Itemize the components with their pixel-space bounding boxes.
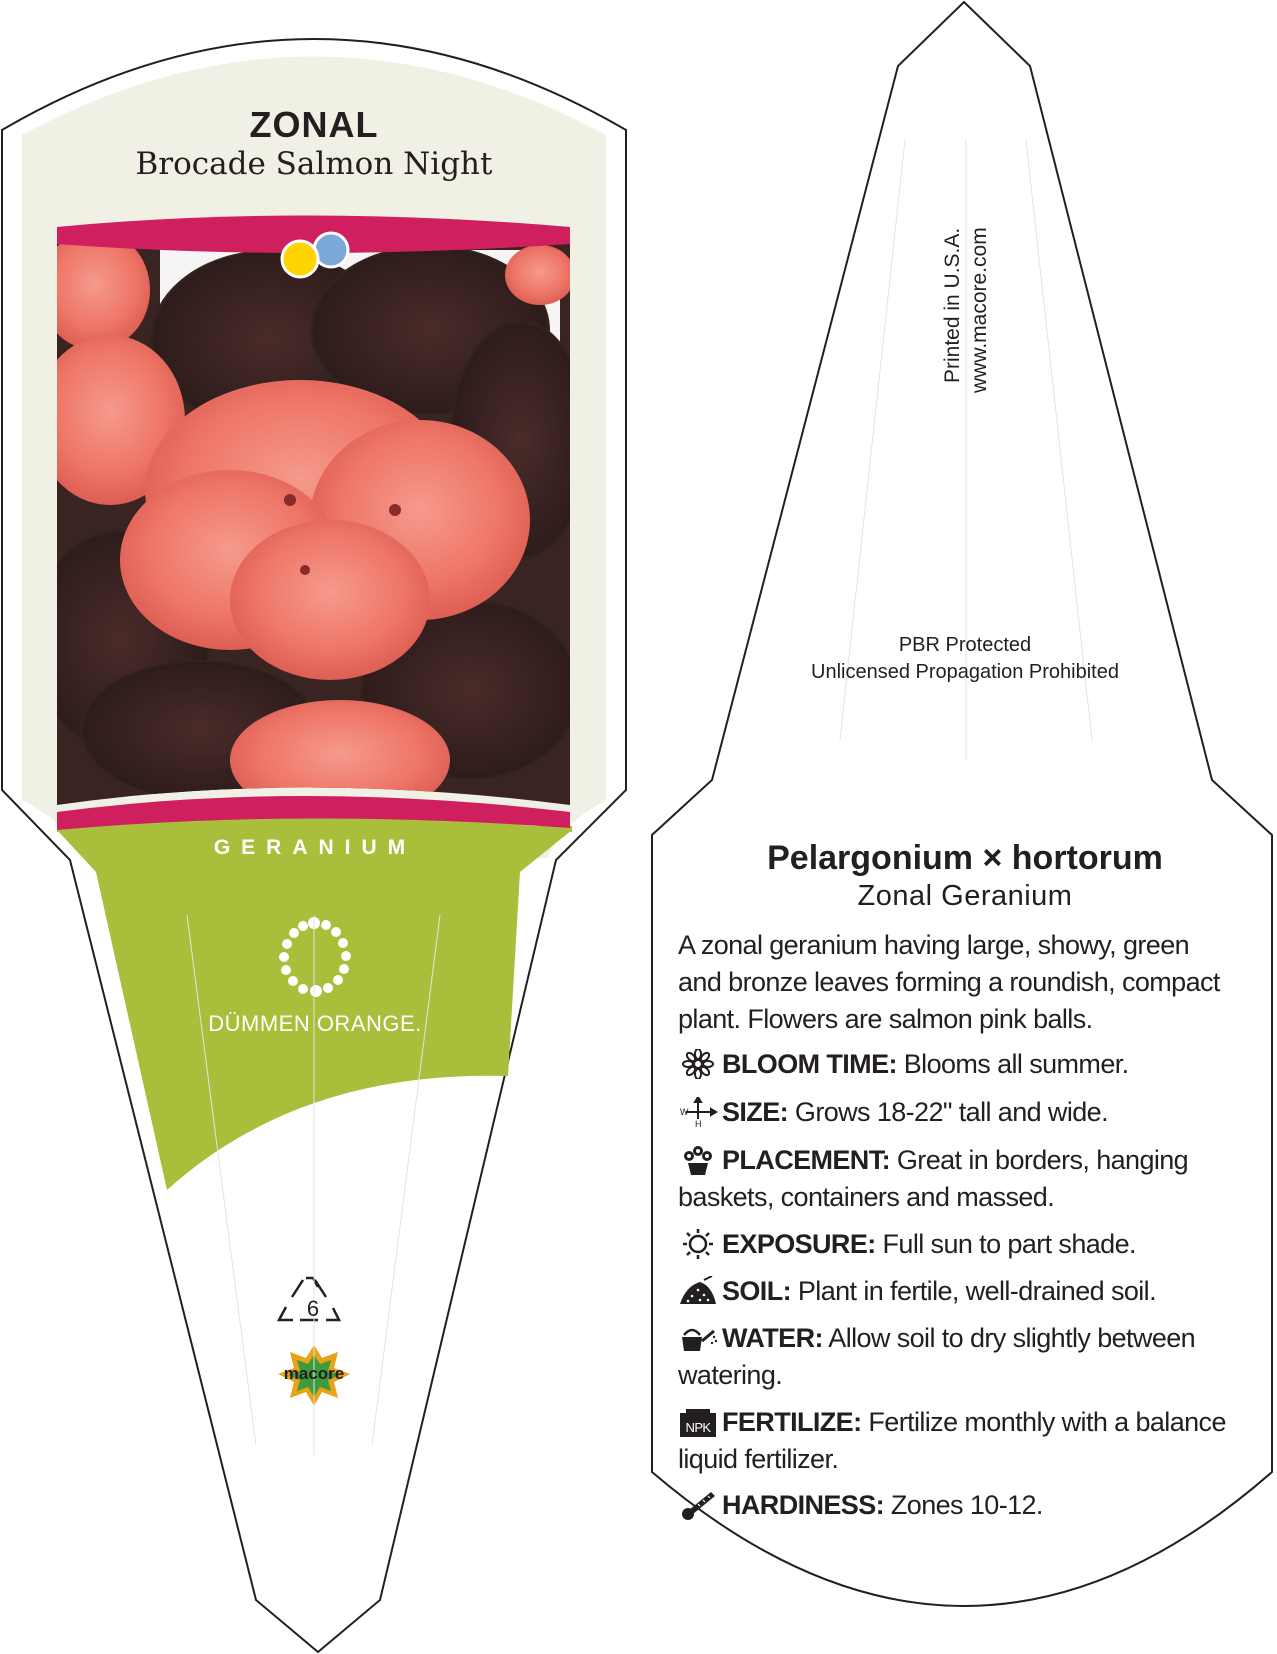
common-name: Zonal Geranium: [857, 880, 1073, 912]
plant-description: A zonal geranium having large, showy, green and bronze leaves forming a roundish, compact plant. Flowers are salmon pink balls.: [678, 930, 1220, 1034]
water-text: Allow soil to dry slightly between watering.: [678, 1323, 1196, 1390]
care-placement: [678, 1142, 1253, 1216]
exposure-label: EXPOSURE:: [722, 1229, 876, 1259]
flower-pot-icon: [678, 1145, 718, 1175]
care-water: [678, 1320, 1253, 1394]
bloom-time-label: BLOOM TIME:: [722, 1049, 897, 1079]
size-arrows-icon: [678, 1097, 718, 1127]
soil-pile-icon: [678, 1276, 718, 1306]
genus-label: GERANIUM: [213, 836, 417, 859]
hardiness-text: Zones 10-12.: [884, 1490, 1043, 1520]
website-text: www.macore.com: [968, 227, 991, 393]
size-text: Grows 18-22" tall and wide.: [788, 1097, 1108, 1127]
soil-text: Plant in fertile, well-drained soil.: [791, 1276, 1156, 1306]
svg-text:W: W: [680, 1107, 688, 1117]
care-size: [678, 1094, 1253, 1131]
care-fertilize: [678, 1404, 1253, 1478]
care-soil: [678, 1273, 1253, 1310]
macore-logo-text: macore: [283, 1364, 345, 1383]
bloom-time-text: Blooms all summer.: [896, 1049, 1129, 1079]
hardiness-label: HARDINESS:: [722, 1490, 885, 1520]
npk-text: NPK: [685, 1420, 711, 1435]
recycle-number: 6: [306, 1296, 320, 1321]
botanical-name: Pelargonium × hortorum: [767, 839, 1163, 877]
printed-in-text: Printed in U.S.A.: [941, 227, 964, 383]
pbr-line-1: PBR Protected: [898, 634, 1032, 656]
fertilize-label: FERTILIZE:: [722, 1407, 862, 1437]
geranium-photo: [30, 220, 590, 820]
tag-title: ZONAL: [249, 104, 379, 145]
care-hardiness: [678, 1487, 1253, 1524]
watering-can-icon: [678, 1323, 718, 1353]
svg-text:H: H: [695, 1119, 701, 1127]
care-bloom-time: [678, 1046, 1253, 1083]
flower-icon: [678, 1049, 718, 1079]
npk-fertilizer-icon: [678, 1407, 718, 1437]
fertilize-text: Fertilize monthly with a balance liquid fertilizer.: [678, 1407, 1226, 1474]
sun-icon: [678, 1229, 718, 1259]
pbr-line-2: Unlicensed Propagation Prohibited: [811, 661, 1119, 683]
thermometer-icon: [678, 1490, 718, 1520]
placement-label: PLACEMENT:: [722, 1145, 890, 1175]
care-exposure: [678, 1226, 1253, 1263]
water-label: WATER:: [722, 1323, 823, 1353]
exposure-text: Full sun to part shade.: [875, 1229, 1136, 1259]
pbr-notice: [760, 632, 1170, 686]
variety-name: Brocade Salmon Night: [135, 146, 493, 182]
brand-name: DÜMMEN ORANGE.: [208, 1011, 422, 1036]
size-label: SIZE:: [722, 1097, 789, 1127]
placement-text: Great in borders, hanging baskets, containers and massed.: [678, 1145, 1189, 1212]
soil-label: SOIL:: [722, 1276, 791, 1306]
